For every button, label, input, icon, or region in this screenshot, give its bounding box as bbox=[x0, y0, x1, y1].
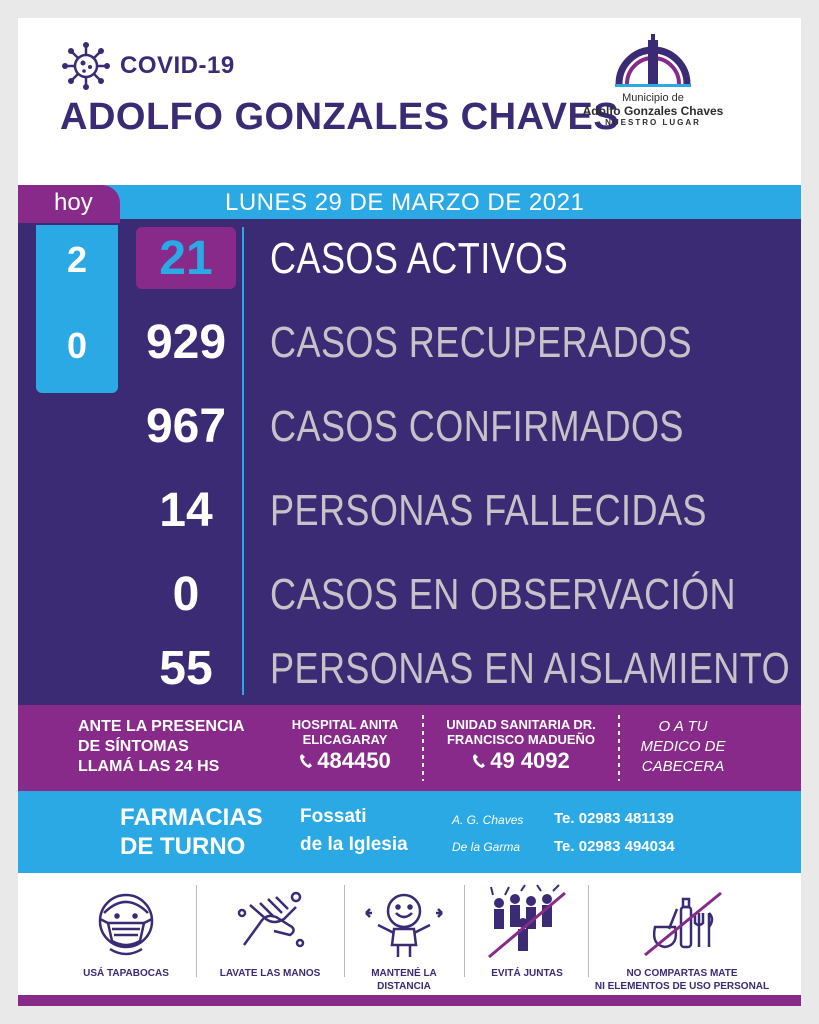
confirmed-cases-label: CASOS CONFIRMADOS bbox=[270, 402, 684, 451]
today-active-value: 2 bbox=[66, 239, 88, 280]
tip-distance-caption-2: DISTANCIA bbox=[377, 981, 431, 992]
pharmacy-phones bbox=[554, 805, 675, 861]
icon-divider bbox=[196, 885, 197, 977]
covid-heading bbox=[60, 40, 235, 92]
phone-icon bbox=[299, 753, 313, 769]
medico-line-3: CABECERA bbox=[641, 758, 725, 775]
tip-wash-hands-caption: LAVATE LAS MANOS bbox=[219, 968, 321, 979]
phone-icon bbox=[472, 753, 486, 769]
pharmacy-names bbox=[300, 803, 408, 859]
deaths-label: PERSONAS FALLECIDAS bbox=[270, 486, 707, 535]
municipality-logo bbox=[578, 26, 728, 128]
dotted-divider bbox=[618, 715, 620, 781]
recovered-cases-label: CASOS RECUPERADOS bbox=[270, 318, 692, 367]
divider-line bbox=[242, 227, 244, 695]
tip-distance bbox=[348, 873, 460, 995]
medico-note bbox=[628, 717, 738, 777]
today-recovered-value: 0 bbox=[66, 325, 88, 366]
pharmacy-locations bbox=[452, 807, 523, 861]
wash-hands-icon bbox=[230, 883, 310, 963]
icon-divider bbox=[344, 885, 345, 977]
pharmacy-title bbox=[120, 803, 263, 861]
tip-crowd-caption: EVITÁ JUNTAS bbox=[491, 968, 563, 979]
confirmed-cases-value: 967 bbox=[145, 400, 227, 453]
contact-band bbox=[18, 705, 801, 791]
tip-no-mate-caption-1: NO COMPARTAS MATE bbox=[626, 968, 738, 979]
logo-line-3: NUESTRO LUGAR bbox=[605, 118, 701, 127]
virus-icon bbox=[60, 40, 112, 92]
report-date: LUNES 29 DE MARZO DE 2021 bbox=[225, 189, 585, 216]
pharmacy-band bbox=[18, 791, 801, 873]
notice-line-3: LLAMÁ LAS 24 HS bbox=[78, 758, 220, 775]
unidad-name-1: UNIDAD SANITARIA DR. bbox=[446, 717, 596, 732]
pharmacy-phone-1[interactable]: Te. 02983 481139 bbox=[554, 810, 674, 827]
unidad-phone-link[interactable] bbox=[472, 747, 570, 775]
no-mate-icon bbox=[637, 883, 727, 963]
pharmacy-title-1: FARMACIAS bbox=[120, 804, 263, 831]
tip-mask-caption: USÁ TAPABOCAS bbox=[83, 968, 169, 979]
today-column bbox=[36, 225, 118, 393]
medico-line-2: MEDICO DE bbox=[640, 738, 726, 755]
dotted-divider bbox=[422, 715, 424, 781]
pharmacy-phone-2[interactable]: Te. 02983 494034 bbox=[554, 838, 675, 855]
hospital-contact bbox=[280, 717, 410, 775]
tip-no-mate-caption-2: NI ELEMENTOS DE USO PERSONAL bbox=[594, 981, 770, 992]
icon-divider bbox=[464, 885, 465, 977]
isolation-value: 55 bbox=[159, 642, 213, 695]
hospital-phone-link[interactable] bbox=[299, 747, 390, 775]
unidad-contact bbox=[436, 717, 606, 775]
pharmacy-title-2: DE TURNO bbox=[120, 833, 246, 860]
notice-line-1: ANTE LA PRESENCIA bbox=[78, 718, 245, 735]
pharmacy-name-2: de la Iglesia bbox=[300, 834, 408, 855]
tower-logo-icon bbox=[611, 26, 695, 92]
date-bar bbox=[18, 185, 801, 219]
distance-icon bbox=[364, 883, 444, 963]
observation-label: CASOS EN OBSERVACIÓN bbox=[270, 570, 737, 619]
deaths-value: 14 bbox=[159, 484, 213, 537]
stats-panel bbox=[18, 185, 801, 705]
logo-line-2: Adolfo Gonzales Chaves bbox=[582, 104, 724, 118]
active-cases-value: 21 bbox=[159, 232, 213, 285]
crowd-icon bbox=[485, 883, 569, 963]
icon-divider bbox=[588, 885, 589, 977]
medico-line-1: O A TU bbox=[658, 718, 708, 735]
notice-line-2: DE SÍNTOMAS bbox=[78, 738, 189, 755]
symptoms-notice bbox=[78, 717, 278, 777]
hospital-phone: 484450 bbox=[317, 748, 391, 773]
city-title: ADOLFO GONZALES CHAVES bbox=[60, 96, 620, 138]
isolation-label: PERSONAS EN AISLAMIENTO bbox=[270, 644, 791, 693]
hoy-tab: hoy bbox=[18, 185, 120, 223]
pharmacy-name-1: Fossati bbox=[300, 806, 367, 827]
pharmacy-location-2: De la Garma bbox=[452, 840, 521, 854]
hospital-name-1: HOSPITAL ANITA bbox=[291, 717, 399, 732]
covid-report-card bbox=[18, 18, 801, 1006]
active-cases-label: CASOS ACTIVOS bbox=[270, 234, 569, 283]
pharmacy-location-1: A. G. Chaves bbox=[452, 813, 524, 827]
tip-distance-caption-1: MANTENÉ LA bbox=[371, 968, 437, 979]
tip-mask bbox=[58, 873, 194, 995]
hospital-name-2: ELICAGARAY bbox=[302, 732, 388, 747]
logo-line-1: Municipio de bbox=[622, 92, 684, 104]
prevention-icons bbox=[18, 873, 801, 995]
observation-value: 0 bbox=[172, 568, 200, 621]
unidad-name-2: FRANCISCO MADUEÑO bbox=[446, 732, 596, 747]
recovered-cases-value: 929 bbox=[145, 316, 227, 369]
covid-label: COVID-19 bbox=[120, 52, 235, 79]
unidad-phone: 49 4092 bbox=[490, 748, 570, 773]
bottom-bar bbox=[18, 995, 801, 1006]
tip-wash-hands bbox=[200, 873, 340, 995]
mask-icon bbox=[86, 883, 166, 963]
tip-no-mate bbox=[592, 873, 772, 995]
tip-crowd bbox=[468, 873, 586, 995]
